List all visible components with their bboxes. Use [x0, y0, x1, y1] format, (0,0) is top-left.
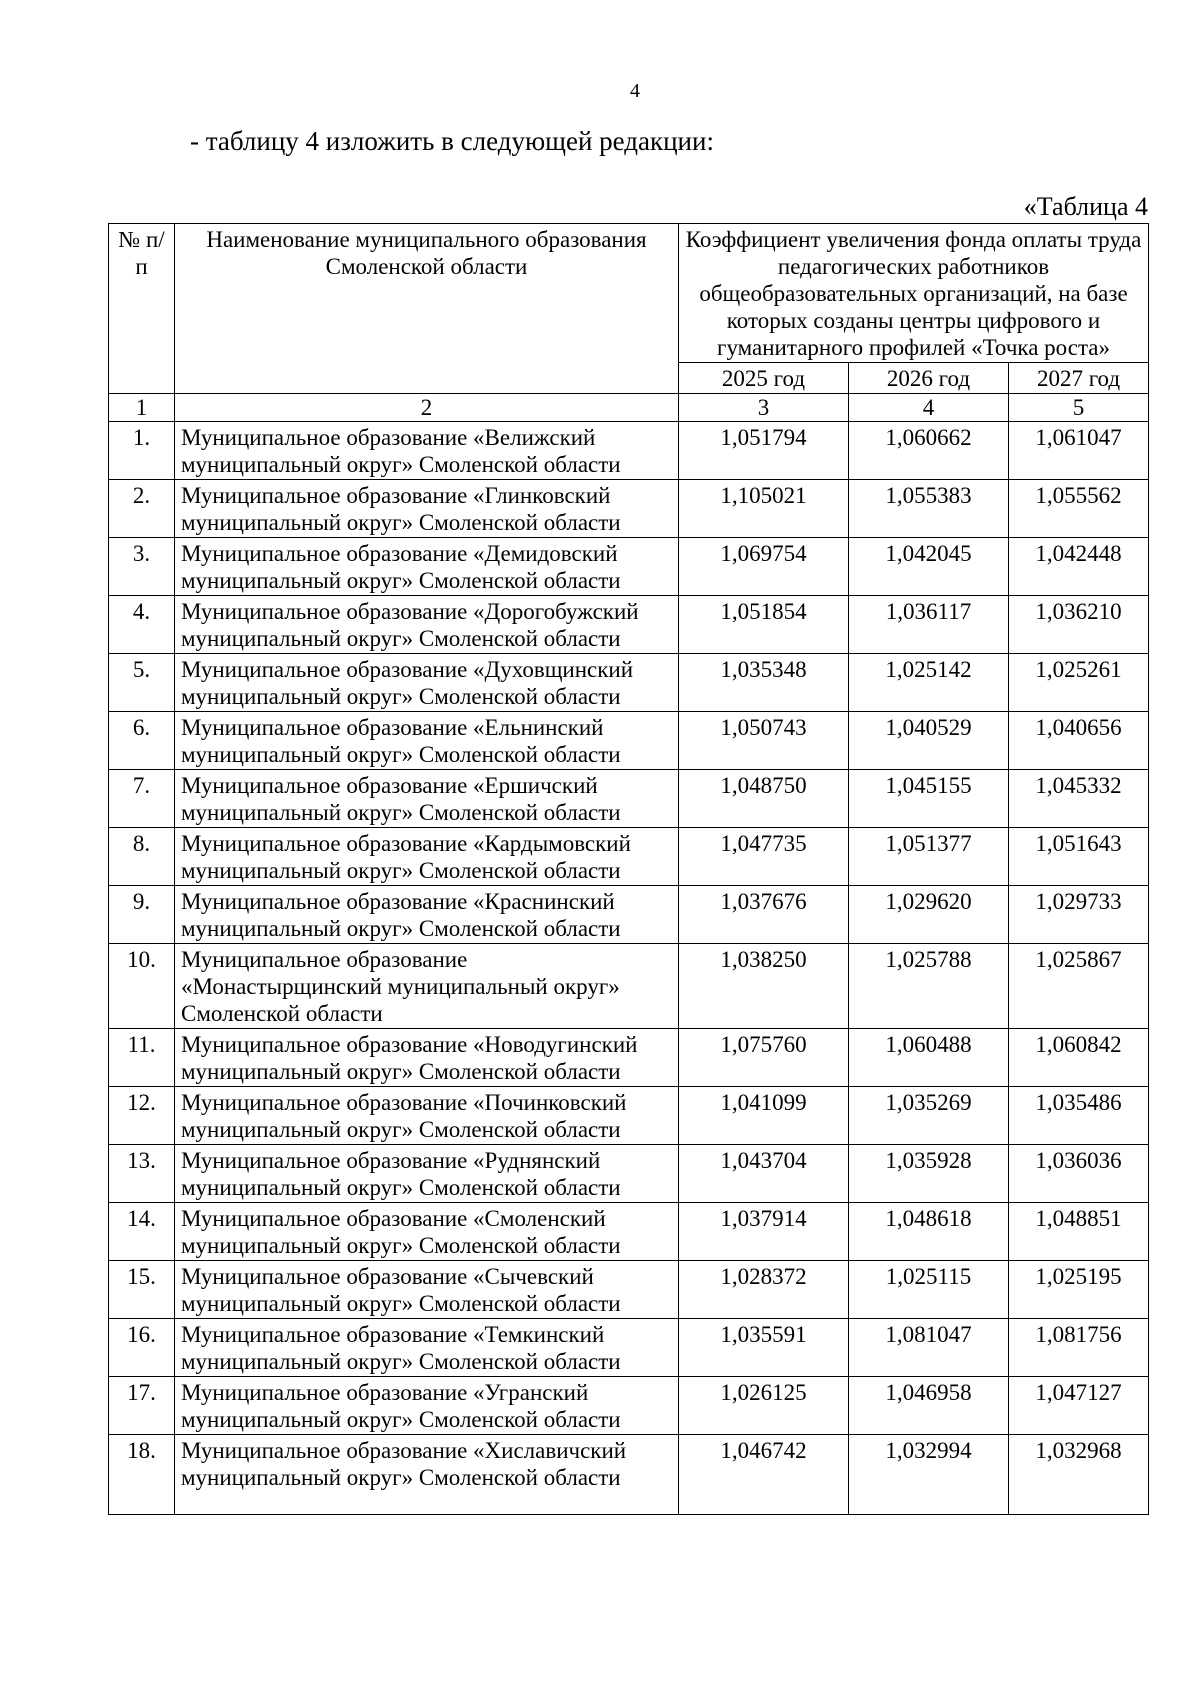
- municipality-name: Муниципальное образование «Кардымовский муниципальный округ» Смоленской области: [175, 828, 679, 886]
- table-row: [109, 422, 1149, 480]
- header-year-2026: 2026 год: [849, 363, 1009, 394]
- municipality-name: Муниципальное образование «Сычевский муниципальный округ» Смоленской области: [175, 1261, 679, 1319]
- value-2025: 1,038250: [679, 944, 849, 1029]
- header-year-2027: 2027 год: [1009, 363, 1149, 394]
- table-row: [109, 480, 1149, 538]
- municipality-name: Муниципальное образование «Темкинский муниципальный округ» Смоленской области: [175, 1319, 679, 1377]
- row-number: 5.: [109, 654, 175, 712]
- value-2025: 1,069754: [679, 538, 849, 596]
- value-2027: 1,081756: [1009, 1319, 1149, 1377]
- value-2026: 1,025115: [849, 1261, 1009, 1319]
- value-2027: 1,040656: [1009, 712, 1149, 770]
- row-number: 2.: [109, 480, 175, 538]
- value-2025: 1,048750: [679, 770, 849, 828]
- value-2027: 1,025867: [1009, 944, 1149, 1029]
- header-row: [109, 224, 1149, 363]
- intro-text: - таблицу 4 изложить в следующей редакции:: [190, 126, 714, 156]
- value-2026: 1,029620: [849, 886, 1009, 944]
- value-2026: 1,025142: [849, 654, 1009, 712]
- table-row: [109, 1087, 1149, 1145]
- column-number: 2: [175, 394, 679, 422]
- row-number: 13.: [109, 1145, 175, 1203]
- value-2026: 1,032994: [849, 1435, 1009, 1515]
- value-2027: 1,036210: [1009, 596, 1149, 654]
- value-2027: 1,060842: [1009, 1029, 1149, 1087]
- value-2025: 1,028372: [679, 1261, 849, 1319]
- table-row: [109, 1261, 1149, 1319]
- column-numbers-row: [109, 394, 1149, 422]
- municipality-name: Муниципальное образование «Глинковский муниципальный округ» Смоленской области: [175, 480, 679, 538]
- value-2026: 1,040529: [849, 712, 1009, 770]
- value-2026: 1,060488: [849, 1029, 1009, 1087]
- row-number: 7.: [109, 770, 175, 828]
- value-2025: 1,041099: [679, 1087, 849, 1145]
- value-2027: 1,047127: [1009, 1377, 1149, 1435]
- value-2025: 1,051794: [679, 422, 849, 480]
- page-number: 4: [630, 80, 640, 102]
- municipality-name: Муниципальное образование «Краснинский муниципальный округ» Смоленской области: [175, 886, 679, 944]
- value-2025: 1,105021: [679, 480, 849, 538]
- table-row: [109, 1029, 1149, 1087]
- table-row: [109, 1319, 1149, 1377]
- value-2027: 1,025195: [1009, 1261, 1149, 1319]
- row-number: 18.: [109, 1435, 175, 1515]
- header-coefficient: Коэффициент увеличения фонда оплаты труда педагогических работников общеобразовательных организаций, на базе которых созданы центры цифрового и гуманитарного профилей «Точка роста»: [679, 224, 1149, 363]
- coefficients-table: [108, 223, 1149, 1515]
- table-row: [109, 1435, 1149, 1515]
- row-number: 12.: [109, 1087, 175, 1145]
- table-row: [109, 538, 1149, 596]
- value-2025: 1,035348: [679, 654, 849, 712]
- municipality-name: Муниципальное образование «Монастырщинский муниципальный округ» Смоленской области: [175, 944, 679, 1029]
- municipality-name: Муниципальное образование «Починковский муниципальный округ» Смоленской области: [175, 1087, 679, 1145]
- row-number: 1.: [109, 422, 175, 480]
- table-row: [109, 886, 1149, 944]
- value-2027: 1,051643: [1009, 828, 1149, 886]
- table-row: [109, 1203, 1149, 1261]
- row-number: 16.: [109, 1319, 175, 1377]
- municipality-name: Муниципальное образование «Демидовский муниципальный округ» Смоленской области: [175, 538, 679, 596]
- value-2025: 1,051854: [679, 596, 849, 654]
- table-row: [109, 654, 1149, 712]
- value-2026: 1,036117: [849, 596, 1009, 654]
- municipality-name: Муниципальное образование «Угранский муниципальный округ» Смоленской области: [175, 1377, 679, 1435]
- value-2027: 1,048851: [1009, 1203, 1149, 1261]
- municipality-name: Муниципальное образование «Велижский муниципальный округ» Смоленской области: [175, 422, 679, 480]
- value-2025: 1,075760: [679, 1029, 849, 1087]
- value-2025: 1,047735: [679, 828, 849, 886]
- header-name: Наименование муниципального образования Смоленской области: [175, 224, 679, 394]
- row-number: 15.: [109, 1261, 175, 1319]
- row-number: 14.: [109, 1203, 175, 1261]
- row-number: 17.: [109, 1377, 175, 1435]
- value-2025: 1,043704: [679, 1145, 849, 1203]
- municipality-name: Муниципальное образование «Ершичский муниципальный округ» Смоленской области: [175, 770, 679, 828]
- column-number: 1: [109, 394, 175, 422]
- column-number: 4: [849, 394, 1009, 422]
- municipality-name: Муниципальное образование «Духовщинский муниципальный округ» Смоленской области: [175, 654, 679, 712]
- table-row: [109, 596, 1149, 654]
- table-row: [109, 770, 1149, 828]
- value-2025: 1,050743: [679, 712, 849, 770]
- table-row: [109, 1377, 1149, 1435]
- value-2027: 1,035486: [1009, 1087, 1149, 1145]
- row-number: 8.: [109, 828, 175, 886]
- municipality-name: Муниципальное образование «Дорогобужский муниципальный округ» Смоленской области: [175, 596, 679, 654]
- value-2026: 1,042045: [849, 538, 1009, 596]
- value-2025: 1,037676: [679, 886, 849, 944]
- value-2026: 1,035269: [849, 1087, 1009, 1145]
- table-row: [109, 944, 1149, 1029]
- municipality-name: Муниципальное образование «Новодугинский муниципальный округ» Смоленской области: [175, 1029, 679, 1087]
- value-2026: 1,081047: [849, 1319, 1009, 1377]
- value-2026: 1,045155: [849, 770, 1009, 828]
- value-2027: 1,036036: [1009, 1145, 1149, 1203]
- municipality-name: Муниципальное образование «Хиславичский муниципальный округ» Смоленской области: [175, 1435, 679, 1515]
- municipality-name: Муниципальное образование «Ельнинский муниципальный округ» Смоленской области: [175, 712, 679, 770]
- value-2026: 1,035928: [849, 1145, 1009, 1203]
- header-year-2025: 2025 год: [679, 363, 849, 394]
- value-2025: 1,046742: [679, 1435, 849, 1515]
- value-2026: 1,046958: [849, 1377, 1009, 1435]
- value-2026: 1,055383: [849, 480, 1009, 538]
- row-number: 6.: [109, 712, 175, 770]
- value-2025: 1,037914: [679, 1203, 849, 1261]
- column-number: 5: [1009, 394, 1149, 422]
- column-number: 3: [679, 394, 849, 422]
- row-number: 11.: [109, 1029, 175, 1087]
- value-2026: 1,048618: [849, 1203, 1009, 1261]
- value-2027: 1,045332: [1009, 770, 1149, 828]
- value-2027: 1,029733: [1009, 886, 1149, 944]
- value-2027: 1,061047: [1009, 422, 1149, 480]
- value-2025: 1,035591: [679, 1319, 849, 1377]
- municipality-name: Муниципальное образование «Руднянский муниципальный округ» Смоленской области: [175, 1145, 679, 1203]
- value-2026: 1,060662: [849, 422, 1009, 480]
- value-2027: 1,032968: [1009, 1435, 1149, 1515]
- value-2026: 1,051377: [849, 828, 1009, 886]
- table-row: [109, 828, 1149, 886]
- row-number: 3.: [109, 538, 175, 596]
- row-number: 4.: [109, 596, 175, 654]
- municipality-name: Муниципальное образование «Смоленский муниципальный округ» Смоленской области: [175, 1203, 679, 1261]
- value-2026: 1,025788: [849, 944, 1009, 1029]
- value-2027: 1,055562: [1009, 480, 1149, 538]
- header-num: № п/п: [109, 224, 175, 394]
- row-number: 10.: [109, 944, 175, 1029]
- table-label: «Таблица 4: [1023, 192, 1148, 221]
- table-row: [109, 1145, 1149, 1203]
- row-number: 9.: [109, 886, 175, 944]
- table-row: [109, 712, 1149, 770]
- value-2027: 1,025261: [1009, 654, 1149, 712]
- value-2025: 1,026125: [679, 1377, 849, 1435]
- value-2027: 1,042448: [1009, 538, 1149, 596]
